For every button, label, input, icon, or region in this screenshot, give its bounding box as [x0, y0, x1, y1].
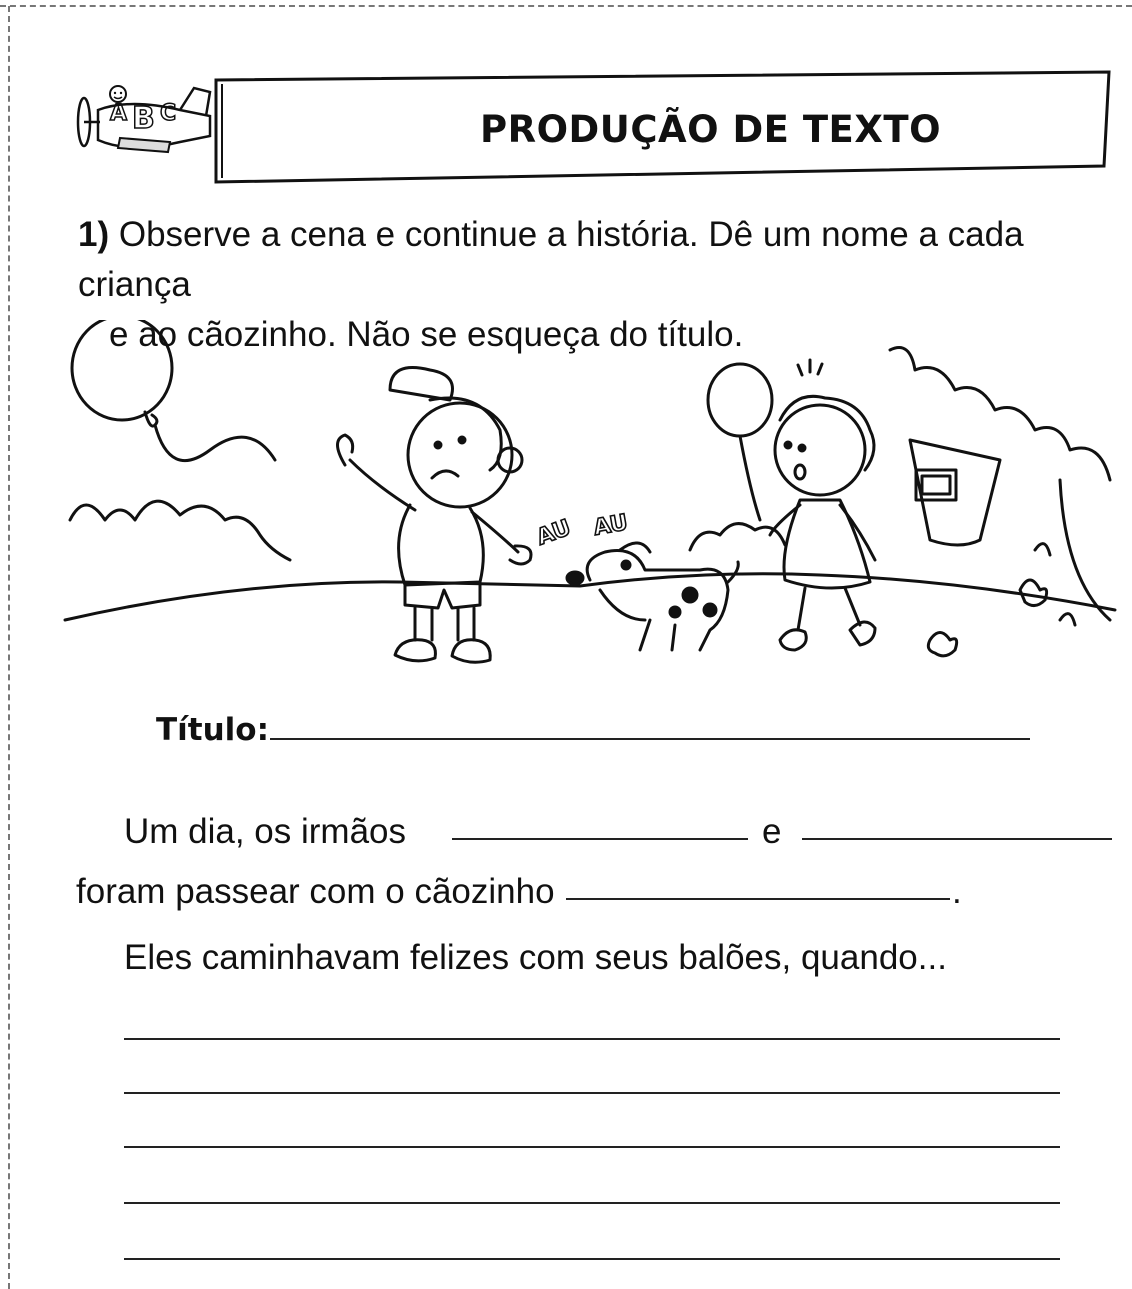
girl-figure [708, 360, 875, 650]
writing-line-2[interactable] [124, 1092, 1060, 1094]
exercise-number: 1) [78, 215, 110, 254]
dog-figure [567, 543, 738, 650]
balloon-left [72, 320, 172, 420]
svg-text:A: A [110, 101, 128, 126]
bark-text-1: AU [533, 515, 575, 551]
title-label: Título: [156, 712, 269, 748]
bark-text-2: AU [591, 510, 630, 541]
writing-line-1[interactable] [124, 1038, 1060, 1040]
story-line-3: Eles caminhavam felizes com seus balões, quando... [124, 938, 947, 977]
title-blank[interactable] [270, 738, 1030, 740]
sibling-name-1-blank[interactable] [452, 838, 748, 840]
writing-line-5[interactable] [124, 1258, 1060, 1260]
story-line-1-start: Um dia, os irmãos [124, 812, 407, 851]
boy-figure [338, 368, 532, 663]
instruction-line-1: Observe a cena e continue a história. Dê um nome a cada criança [78, 215, 1024, 304]
airplane-abc-icon [70, 80, 230, 180]
sibling-name-2-blank[interactable] [802, 838, 1112, 840]
scene-illustration [60, 320, 1120, 700]
svg-text:C: C [160, 101, 177, 126]
story-line-2-start: foram passear com o cãozinho [76, 872, 555, 911]
dashed-cut-line-left [8, 6, 10, 1289]
instruction-line-2: e ao cãozinho. Não se esqueça do título. [109, 315, 744, 354]
story-line-2-end: . [952, 872, 962, 911]
svg-text:B: B [132, 101, 155, 136]
dashed-cut-line-top [0, 5, 1132, 7]
story-line-1-connector: e [762, 812, 782, 851]
page-title: PRODUÇÃO DE TEXTO [480, 108, 942, 151]
writing-line-3[interactable] [124, 1146, 1060, 1148]
dog-name-blank[interactable] [566, 898, 950, 900]
writing-line-4[interactable] [124, 1202, 1060, 1204]
